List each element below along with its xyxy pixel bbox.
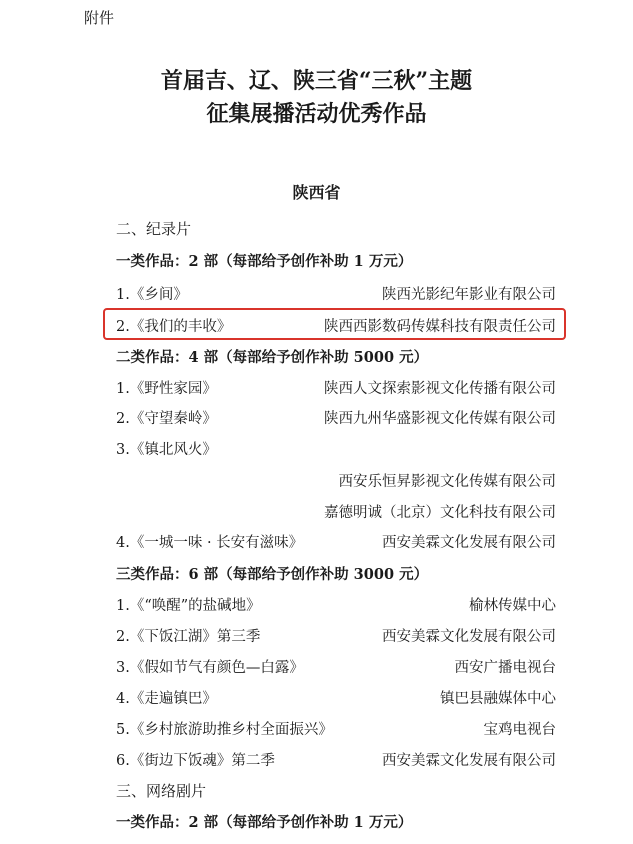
- list-item-org: 镇巴县融媒体中心: [440, 691, 556, 707]
- title-line-2: 征集展播活动优秀作品: [206, 101, 427, 127]
- list-item-org: 榆林传媒中心: [469, 598, 556, 614]
- list-item-title: 4.《一城一味 · 长安有滋味》: [116, 535, 304, 551]
- list-item-title: 1.《“唤醒”的盐碱地》: [116, 598, 261, 614]
- list-item-org: 嘉德明诚（北京）文化科技有限公司: [324, 505, 556, 521]
- title-line-1: 首届吉、辽、陕三省“三秋”主题: [160, 68, 473, 94]
- class2-heading: 二类作品：4 部（每部给予创作补助 5000 元）: [116, 349, 429, 366]
- list-item-title: 4.《走遍镇巴》: [116, 691, 217, 707]
- list-item-org: 西安美霖文化发展有限公司: [382, 535, 556, 551]
- list-item-title: 2.《下饭江湖》第三季: [116, 629, 261, 645]
- list-item-org: 陕西光影纪年影业有限公司: [382, 287, 556, 303]
- list-item-org: 陕西西影数码传媒科技有限责任公司: [324, 319, 556, 335]
- list-item-org: 西安美霖文化发展有限公司: [382, 629, 556, 645]
- attachment-label: 附件: [84, 9, 115, 27]
- province-heading: 陕西省: [292, 183, 341, 202]
- list-item-title: 1.《野性家园》: [116, 381, 217, 397]
- class3-heading: 三类作品：6 部（每部给予创作补助 3000 元）: [116, 566, 429, 583]
- section-web-series: 三、网络剧片: [116, 782, 207, 800]
- list-item-title: 5.《乡村旅游助推乡村全面振兴》: [116, 722, 333, 738]
- list-item-org: 陕西九州华盛影视文化传媒有限公司: [324, 411, 556, 427]
- list-item-title: 1.《乡间》: [116, 287, 188, 303]
- list-item-title: 2.《守望秦岭》: [116, 411, 217, 427]
- class1-heading: 一类作品：2 部（每部给予创作补助 1 万元）: [116, 253, 413, 270]
- list-item-org: 西安美霖文化发展有限公司: [382, 753, 556, 769]
- list-item-title: 3.《假如节气有颜色—白露》: [116, 660, 304, 676]
- section-documentary: 二、纪录片: [116, 220, 192, 238]
- list-item-org: 西安乐恒昇影视文化传媒有限公司: [338, 474, 556, 490]
- list-item-org: 西安广播电视台: [454, 660, 556, 676]
- list-item-title: 2.《我们的丰收》: [116, 319, 232, 335]
- list-item-title: 3.《镇北风火》: [116, 442, 217, 458]
- list-item-org: 陕西人文探索影视文化传播有限公司: [324, 381, 556, 397]
- list-item-title: 6.《街边下饭魂》第二季: [116, 753, 275, 769]
- web-class1-heading: 一类作品：2 部（每部给予创作补助 1 万元）: [116, 814, 413, 831]
- list-item-org: 宝鸡电视台: [483, 722, 556, 738]
